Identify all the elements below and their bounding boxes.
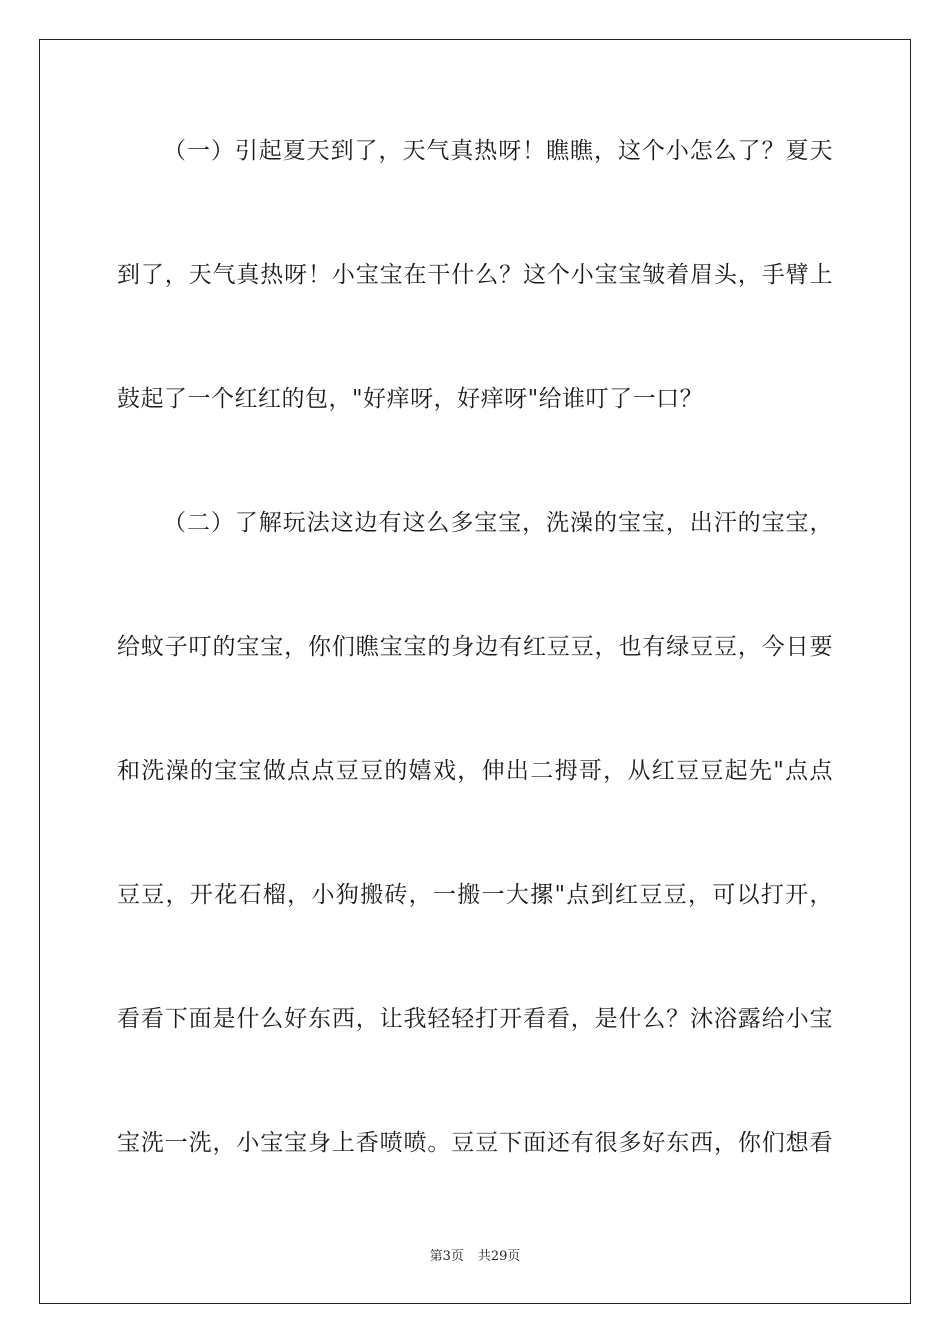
page-total: 共29页 bbox=[477, 1249, 521, 1264]
paragraph-2-line-1: （二）了解玩法这边有这么多宝宝，洗澡的宝宝，出汗的宝宝， bbox=[163, 510, 833, 536]
paragraph-1-line-3: 鼓起了一个红红的包，"好痒呀，好痒呀"给谁叮了一口？ bbox=[117, 386, 704, 412]
page-footer bbox=[0, 1248, 950, 1266]
paragraph-2-line-4: 豆豆，开花石榴，小狗搬砖，一搬一大摞"点到红豆豆，可以打开， bbox=[117, 882, 833, 908]
paragraph-1-line-2: 到了，天气真热呀！小宝宝在干什么？这个小宝宝皱着眉头，手臂上 bbox=[117, 262, 833, 288]
paragraph-1-line-1: （一）引起夏天到了，天气真热呀！瞧瞧，这个小怎么了？夏天 bbox=[163, 138, 833, 164]
paragraph-2-line-6: 宝洗一洗，小宝宝身上香喷喷。豆豆下面还有很多好东西，你们想看 bbox=[117, 1130, 833, 1156]
paragraph-2-line-2: 给蚊子叮的宝宝，你们瞧宝宝的身边有红豆豆，也有绿豆豆，今日要 bbox=[117, 634, 833, 660]
page-border bbox=[39, 39, 911, 1304]
paragraph-2-line-5: 看看下面是什么好东西，让我轻轻打开看看，是什么？沐浴露给小宝 bbox=[117, 1006, 833, 1032]
page-number: 第3页 bbox=[429, 1249, 464, 1264]
paragraph-2-line-3: 和洗澡的宝宝做点点豆豆的嬉戏，伸出二拇哥，从红豆豆起先"点点 bbox=[117, 758, 833, 784]
